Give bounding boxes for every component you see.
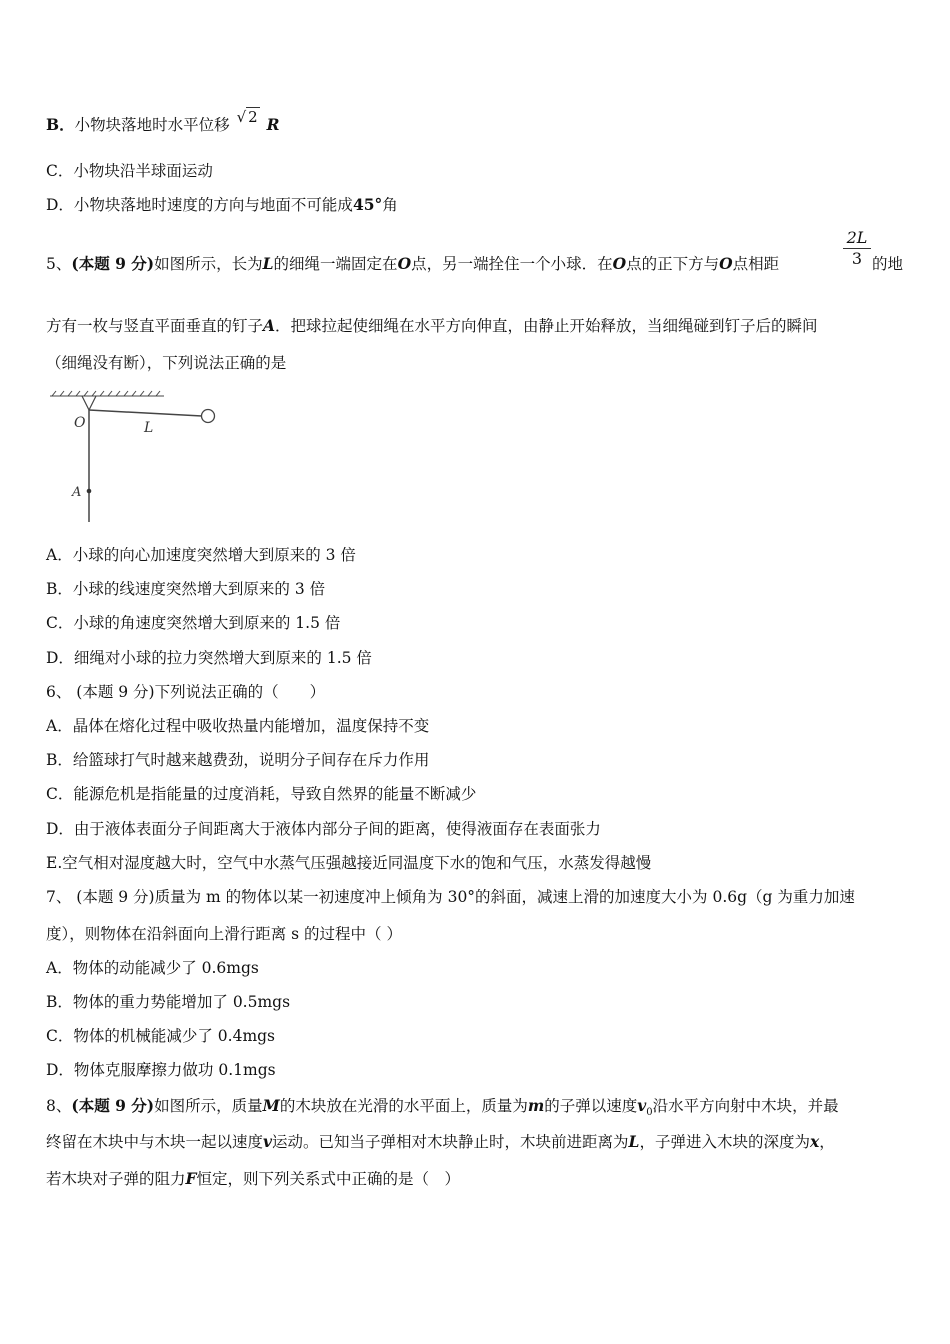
q5-option-d: D．细绳对小球的拉力突然增大到原来的 1.5 倍: [46, 649, 372, 667]
label-a: A: [72, 485, 82, 500]
q5-stem-line1: 5、(本题 9 分)如图所示，长为L的细绳一端固定在O点，另一端拴住一个小球．在O点的正下方与O点相距: [46, 254, 780, 273]
q7-stem-line1: 7、 (本题 9 分)质量为 m 的物体以某一初速度冲上倾角为 30°的斜面，减速上滑的加速度大小为 0.6g（g 为重力加速: [46, 888, 855, 906]
q7-stem-line2: 度），则物体在沿斜面向上滑行距离 s 的过程中（ ）: [46, 925, 402, 943]
q4-option-c: C．小物块沿半球面运动: [46, 162, 213, 180]
q6-option-a: A．晶体在熔化过程中吸收热量内能增加，温度保持不变: [46, 717, 430, 735]
q6-option-e: E.空气相对湿度越大时，空气中水蒸气压强越接近同温度下水的饱和气压，水蒸发得越慢: [46, 854, 652, 872]
q8-stem-line1: 8、(本题 9 分)如图所示，质量M的木块放在光滑的水平面上，质量为m的子弹以速度$v_0$沿水平方向射中木块，并最: [46, 1096, 839, 1119]
q6-option-b: B．给篮球打气时越来越费劲，说明分子间存在斥力作用: [46, 751, 430, 769]
q5-stem-line3: （细绳没有断），下列说法正确的是: [46, 354, 287, 372]
q5-option-a: A．小球的向心加速度突然增大到原来的 3 倍: [46, 546, 356, 564]
fraction-2l-over-3: $\frac{2L}{3}$: [843, 228, 871, 269]
q4-option-b: B．小物块落地时水平位移 √ 2 R: [46, 108, 280, 134]
q5-stem-line1-end: 的地: [872, 255, 904, 273]
q7-option-b: B．物体的重力势能增加了 0.5mgs: [46, 993, 291, 1011]
q8-stem-line3: 若木块对子弹的阻力F恒定，则下列关系式中正确的是（ ）: [46, 1169, 461, 1188]
ceiling-hatching: [50, 391, 164, 396]
q5-stem-line2: 方有一枚与竖直平面垂直的钉子A．把球拉起使细绳在水平方向伸直，由静止开始释放，当细绳碰到钉子后的瞬间: [46, 316, 818, 335]
label-o: O: [74, 415, 86, 431]
q8-stem-line2: 终留在木块中与木块一起以速度v运动。已知当子弹相对木块静止时，木块前进距离为L，子弹进入木块的深度为x，: [46, 1132, 835, 1151]
q5-option-c: C．小球的角速度突然增大到原来的 1.5 倍: [46, 614, 341, 632]
q6-stem: 6、 (本题 9 分)下列说法正确的（ ）: [46, 683, 326, 701]
q6-option-c: C．能源危机是指能量的过度消耗，导致自然界的能量不断减少: [46, 785, 477, 803]
pendulum-figure: [44, 390, 224, 530]
q7-option-d: D．物体克服摩擦力做功 0.1mgs: [46, 1061, 276, 1079]
q4-option-d: D．小物块落地时速度的方向与地面不可能成45°角: [46, 195, 398, 214]
label-l: L: [144, 420, 154, 436]
q5-option-b: B．小球的线速度突然增大到原来的 3 倍: [46, 580, 326, 598]
q7-option-a: A．物体的动能减少了 0.6mgs: [46, 959, 259, 977]
ball: [202, 410, 215, 423]
sqrt-symbol: √ 2: [236, 108, 258, 126]
string-line: [89, 410, 202, 416]
pivot-support: [82, 396, 96, 410]
q6-option-d: D．由于液体表面分子间距离大于液体内部分子间的距离，使得液面存在表面张力: [46, 820, 601, 838]
q7-option-c: C．物体的机械能减少了 0.4mgs: [46, 1027, 276, 1045]
nail-a-dot: [87, 489, 92, 494]
